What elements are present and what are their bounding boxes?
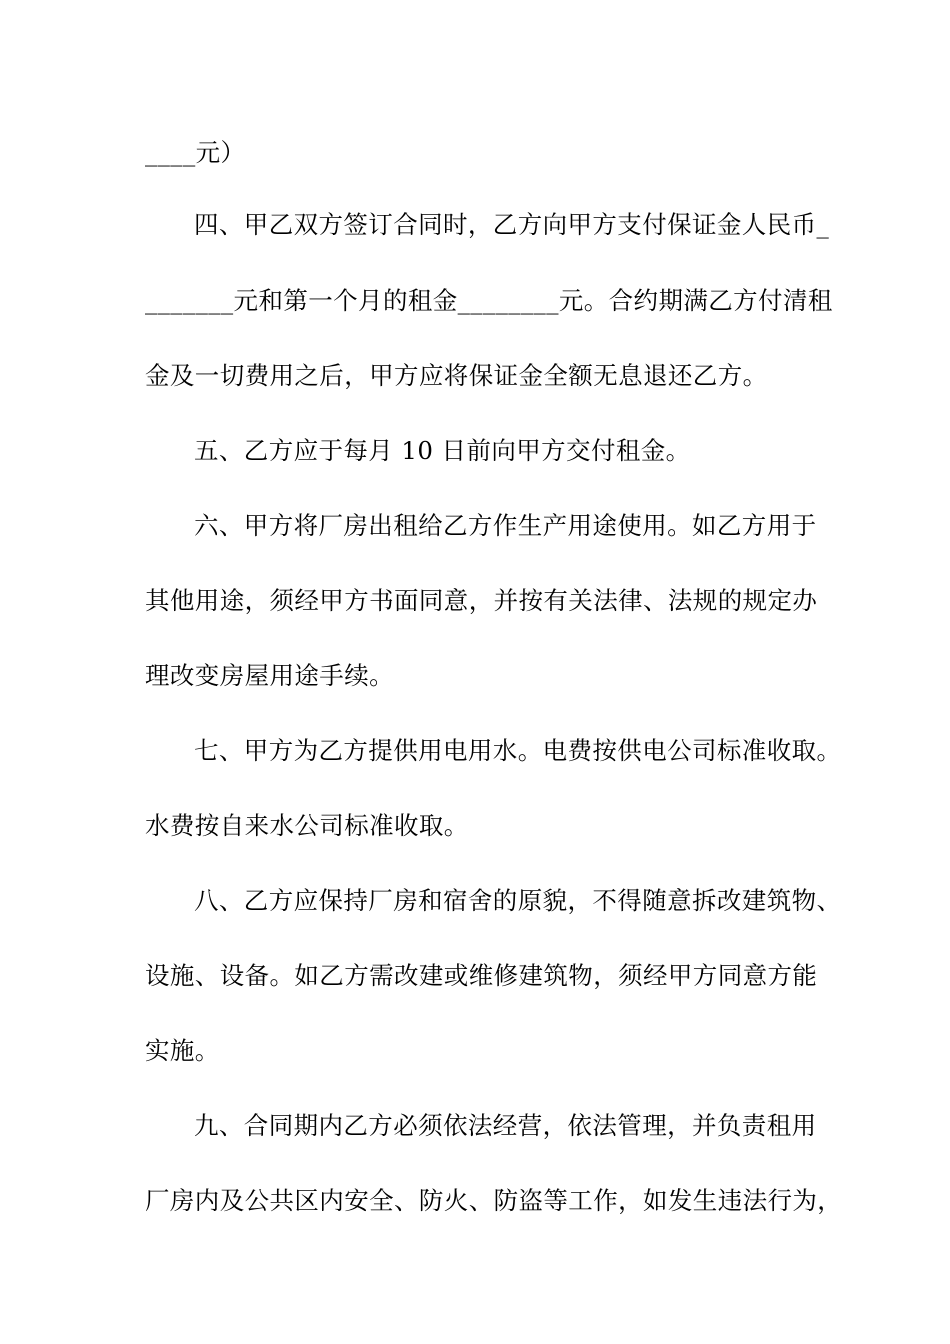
text-line: ____元）	[145, 138, 246, 167]
clause-5-line: 五、乙方应于每月 10 日前向甲方交付租金。	[194, 436, 691, 465]
text-line: 其他用途，须经甲方书面同意，并按有关法律、法规的规定办	[145, 586, 818, 615]
clause-7-line: 七、甲方为乙方提供用电用水。电费按供电公司标准收取。	[194, 736, 842, 765]
clause-8-line: 八、乙方应保持厂房和宿舍的原貌，不得随意拆改建筑物、	[194, 886, 842, 915]
text-line: _______元和第一个月的租金________元。合约期满乙方付清租	[145, 286, 833, 315]
text-line: 设施、设备。如乙方需改建或维修建筑物，须经甲方同意方能	[145, 961, 818, 990]
clause-4-line: 四、甲乙双方签订合同时，乙方向甲方支付保证金人民币_	[194, 210, 830, 239]
text-line: 理改变房屋用途手续。	[145, 661, 394, 690]
text-line: 水费按自来水公司标准收取。	[145, 811, 469, 840]
text-line: 厂房内及公共区内安全、防火、防盗等工作，如发生违法行为，	[145, 1186, 843, 1215]
text-line: 实施。	[145, 1036, 220, 1065]
text-line: 金及一切费用之后，甲方应将保证金全额无息退还乙方。	[145, 361, 768, 390]
clause-9-line: 九、合同期内乙方必须依法经营，依法管理，并负责租用	[194, 1111, 817, 1140]
clause-6-line: 六、甲方将厂房出租给乙方作生产用途使用。如乙方用于	[194, 511, 817, 540]
